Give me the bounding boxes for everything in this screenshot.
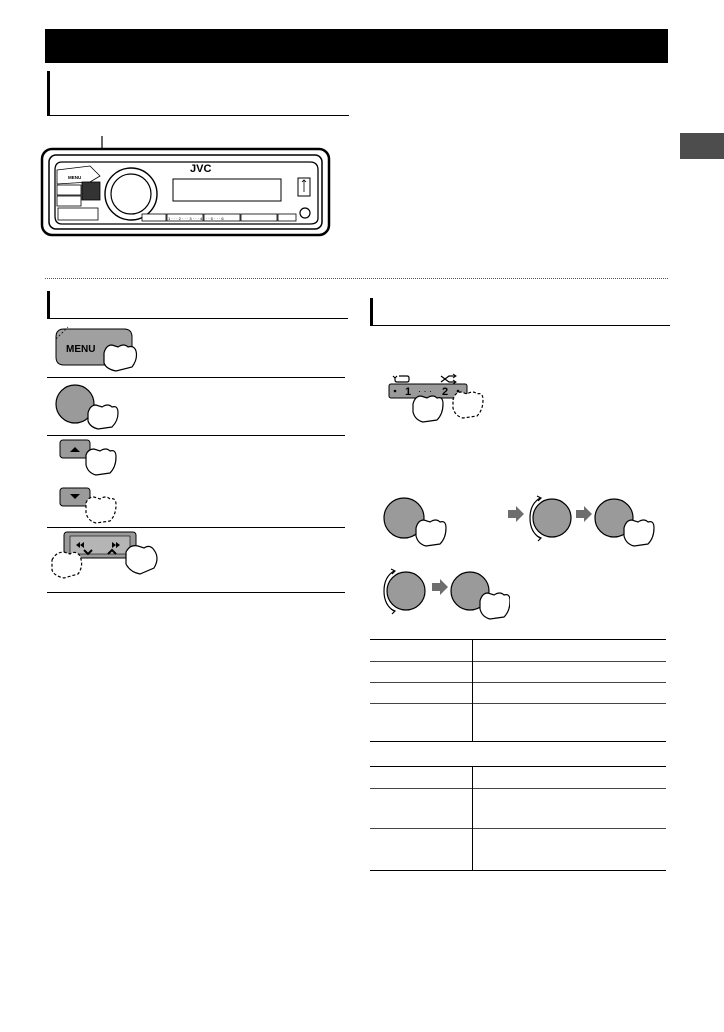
aux-jack (300, 208, 310, 218)
random-key-number: 2 (442, 386, 449, 398)
knob-icon (533, 499, 571, 537)
table-rule (370, 766, 666, 767)
volume-knob (111, 174, 151, 214)
table-rule (370, 788, 666, 789)
key-dots: · · · (418, 386, 432, 396)
tp-key-shape (58, 208, 98, 220)
table-column-divider (472, 766, 473, 870)
finger-icon (480, 593, 510, 619)
table-rule (370, 703, 666, 704)
up-key-shape (57, 185, 81, 195)
arrow-right-icon (508, 506, 524, 522)
step-prev-next-illustration (50, 530, 166, 580)
settings-table (370, 639, 666, 871)
dotted-separator (45, 278, 668, 279)
finger-dashed-icon (86, 497, 116, 523)
turn-then-press-illustration (506, 490, 656, 550)
preset-key-eq (142, 214, 166, 221)
table-rule (370, 639, 666, 640)
page-title-bar (45, 29, 668, 63)
knob-press-illustration (380, 492, 450, 548)
language-tab-marker (680, 133, 724, 159)
step-up-down-illustration (52, 437, 122, 525)
section-header-settings (47, 291, 348, 319)
finger-dashed-icon (453, 392, 483, 418)
step-divider-3 (47, 527, 345, 528)
finger-icon (126, 546, 157, 574)
menu-key-label: MENU (68, 175, 82, 180)
finger-icon (413, 396, 443, 422)
arrow-right-icon (576, 506, 592, 522)
random-icon (441, 376, 455, 382)
repeat-key-number: 1 (405, 386, 412, 398)
knob-icon (387, 572, 425, 610)
finger-dashed-icon (52, 552, 82, 578)
car-stereo-illustration (40, 136, 332, 238)
table-column-divider (472, 639, 473, 741)
table-rule (370, 682, 666, 683)
table-rule (370, 741, 666, 742)
preset-keys-label: 1 · · · 2 · · · 3 · · · 4 · · · 5 · · · 6 (168, 216, 224, 221)
table-rule (370, 828, 666, 829)
table-rule (370, 870, 666, 871)
preset-key-back (278, 214, 296, 221)
finger-icon (86, 449, 116, 475)
preset-key-5-6 (241, 214, 277, 221)
turn-then-press-illustration-2 (380, 565, 510, 625)
step-divider-4 (47, 592, 345, 593)
highlighted-key (82, 182, 100, 200)
repeat-random-keys-illustration (385, 370, 495, 430)
repeat-icon (395, 376, 409, 382)
down-key-shape (57, 196, 81, 206)
step-divider-1 (47, 377, 345, 378)
step-menu-press-illustration (52, 323, 142, 373)
finger-icon (104, 345, 137, 371)
table-rule (370, 661, 666, 662)
finger-icon (88, 405, 118, 429)
step-divider-2 (47, 435, 345, 436)
menu-key-text: MENU (66, 344, 96, 355)
brand-logo: JVC (190, 163, 212, 175)
arrow-right-icon (432, 579, 448, 595)
finger-icon (416, 520, 446, 546)
finger-icon (624, 520, 654, 546)
display-window (173, 179, 281, 201)
section-header-playback (370, 298, 670, 326)
step-knob-press-illustration (52, 381, 122, 431)
section-header-names (47, 71, 349, 116)
